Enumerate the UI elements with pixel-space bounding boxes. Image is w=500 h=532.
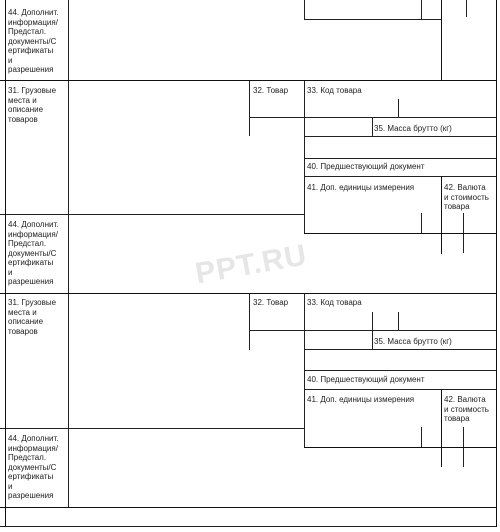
divider — [398, 312, 399, 330]
left-border — [5, 0, 6, 527]
divider — [304, 370, 497, 371]
divider — [249, 81, 250, 136]
divider — [249, 330, 304, 331]
box35-label: 35. Масса брутто (кг) — [374, 124, 452, 133]
box40-label: 40. Предшествующий документ — [307, 162, 425, 171]
box33-label: 33. Код товара — [307, 86, 362, 95]
box35-label: 35. Масса брутто (кг) — [374, 337, 452, 346]
divider — [304, 389, 305, 447]
watermark: PPT.RU — [192, 238, 310, 291]
divider — [421, 0, 422, 20]
box33-label: 33. Код товара — [307, 298, 362, 307]
box32-label: 32. Товар — [253, 86, 289, 95]
divider — [304, 176, 497, 177]
divider — [68, 81, 69, 293]
divider — [304, 294, 305, 390]
divider — [441, 389, 442, 467]
divider — [304, 330, 497, 331]
divider — [304, 81, 305, 179]
box31-label: 31. Грузовые места и описание товаров — [8, 86, 57, 124]
divider — [249, 294, 250, 350]
divider — [304, 447, 497, 448]
divider — [304, 349, 497, 350]
divider — [304, 176, 305, 234]
divider — [304, 233, 497, 234]
divider — [249, 117, 304, 118]
divider — [441, 176, 442, 254]
box44-label-2: 44. Дополнит. информация/ Предстал. документы/С ертификаты и разрешения — [8, 434, 59, 500]
divider — [0, 214, 304, 215]
divider — [441, 0, 442, 81]
divider — [304, 389, 497, 390]
divider — [0, 428, 304, 429]
box44-label-top: 44. Дополнит. информация/ Предстал. документы/С ертификаты и разрешения — [8, 8, 59, 74]
block-separator — [0, 507, 497, 508]
right-border — [496, 0, 497, 527]
divider — [68, 0, 69, 80]
box32-label: 32. Товар — [253, 298, 289, 307]
divider — [68, 294, 69, 508]
box31-label: 31. Грузовые места и описание товаров — [8, 298, 57, 336]
divider — [398, 99, 399, 117]
box40-label: 40. Предшествующий документ — [307, 375, 425, 384]
box42-label: 42. Валюта и стоимость товара — [444, 395, 489, 423]
divider — [304, 158, 497, 159]
divider — [421, 427, 422, 447]
divider — [304, 136, 497, 137]
box42-label: 42. Валюта и стоимость товара — [444, 183, 489, 211]
bottom-border — [0, 526, 497, 527]
box41-label: 41. Доп. единицы измерения — [307, 183, 415, 192]
divider — [304, 0, 305, 20]
divider — [421, 213, 422, 234]
divider — [466, 0, 467, 17]
box41-label: 41. Доп. единицы измерения — [307, 395, 415, 404]
divider — [304, 117, 497, 118]
divider — [372, 117, 373, 136]
box44-label-1: 44. Дополнит. информация/ Предстал. документы/С ертификаты и разрешения — [8, 220, 59, 286]
divider — [372, 312, 373, 349]
